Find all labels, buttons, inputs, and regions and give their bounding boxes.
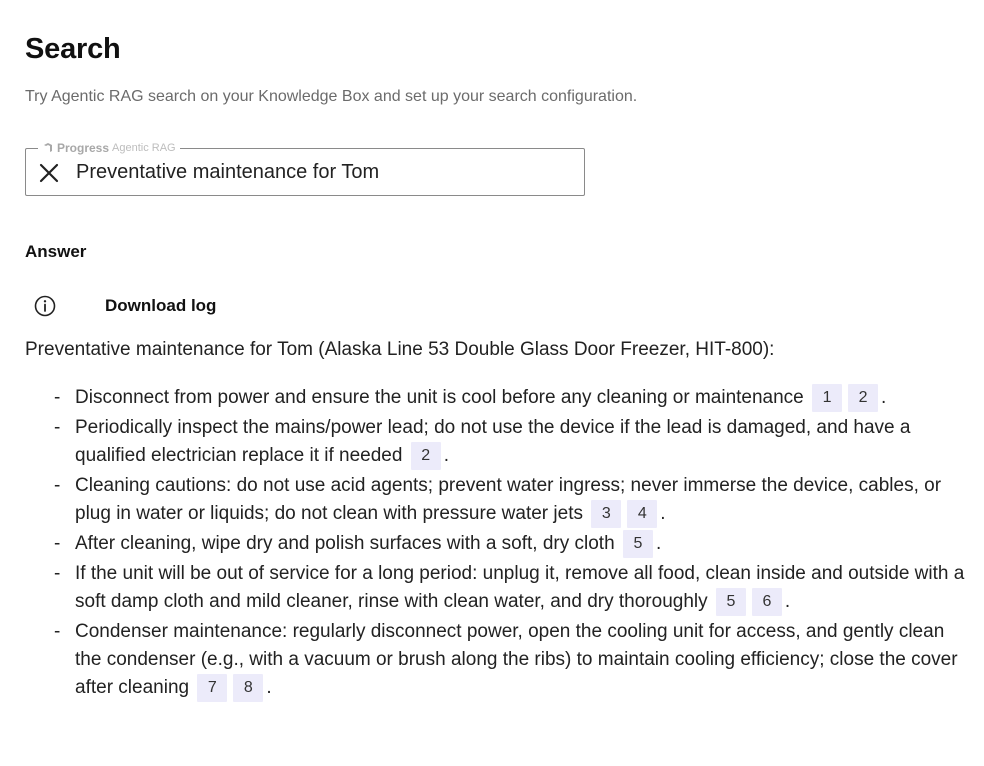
close-icon (39, 163, 59, 183)
answer-item-text: Disconnect from power and ensure the unit is cool before any cleaning or maintenance (75, 387, 810, 408)
answer-item-text: If the unit will be out of service for a long period: unplug it, remove all food, clean inside and outside with a soft damp cloth and mild cleaner, rinse with clean water, and dry thoroughly (75, 563, 965, 612)
sentence-terminator: . (881, 387, 887, 408)
answer-item-text: Cleaning cautions: do not use acid agents; prevent water ingress; never immerse the device, cables, or plug in water or liquids; do not clean with pressure water jets (75, 475, 942, 524)
search-legend (38, 138, 180, 158)
list-item (25, 530, 970, 558)
sentence-terminator: . (266, 677, 272, 698)
download-log-button[interactable]: Download log (105, 296, 217, 315)
progress-logo-icon (42, 142, 54, 154)
sentence-terminator: . (443, 445, 449, 466)
citation-badge[interactable]: 4 (627, 500, 657, 528)
search-box (25, 141, 585, 196)
list-item (25, 384, 970, 412)
answer-item-text: Periodically inspect the mains/power lead; do not use the device if the lead is damaged, and have a qualified electrician replace it if needed (75, 417, 911, 466)
citation-badge[interactable]: 2 (411, 442, 441, 470)
search-input[interactable] (76, 159, 566, 185)
answer-heading: Answer (25, 242, 87, 261)
list-item (25, 560, 970, 616)
page-title: Search (25, 33, 121, 65)
citation-badge[interactable]: 5 (623, 530, 653, 558)
citation-badge[interactable]: 1 (812, 384, 842, 412)
citation-badge[interactable]: 6 (752, 588, 782, 616)
sentence-terminator: . (784, 591, 791, 612)
page-subtitle: Try Agentic RAG search on your Knowledge Box and set up your search configuration. (25, 88, 638, 105)
list-item (25, 472, 970, 528)
legend-brand: Progress (57, 141, 110, 155)
citation-badge[interactable]: 2 (848, 384, 878, 412)
citation-badge[interactable]: 7 (197, 674, 227, 702)
citation-badge[interactable]: 5 (716, 588, 746, 616)
sentence-terminator: . (660, 503, 666, 524)
citation-badge[interactable]: 3 (591, 500, 621, 528)
answer-list (25, 384, 970, 704)
list-item (25, 618, 970, 702)
clear-search-button[interactable] (38, 162, 60, 184)
answer-item-text: After cleaning, wipe dry and polish surfaces with a soft, dry cloth (75, 533, 620, 554)
legend-product: Agentic RAG (112, 142, 176, 154)
citation-badge[interactable]: 8 (233, 674, 263, 702)
answer-item-text: Condenser maintenance: regularly disconnect power, open the cooling unit for access, and gently clean the condenser (e.g., with a vacuum or brush along the ribs) to maintain cooling efficiency; close the cover after cleaning (75, 621, 958, 698)
answer-intro: Preventative maintenance for Tom (Alaska Line 53 Double Glass Door Freezer, HIT-800): (25, 339, 775, 360)
sentence-terminator: . (655, 533, 662, 554)
info-icon (34, 295, 56, 317)
info-button[interactable] (34, 295, 56, 317)
list-item (25, 414, 970, 470)
